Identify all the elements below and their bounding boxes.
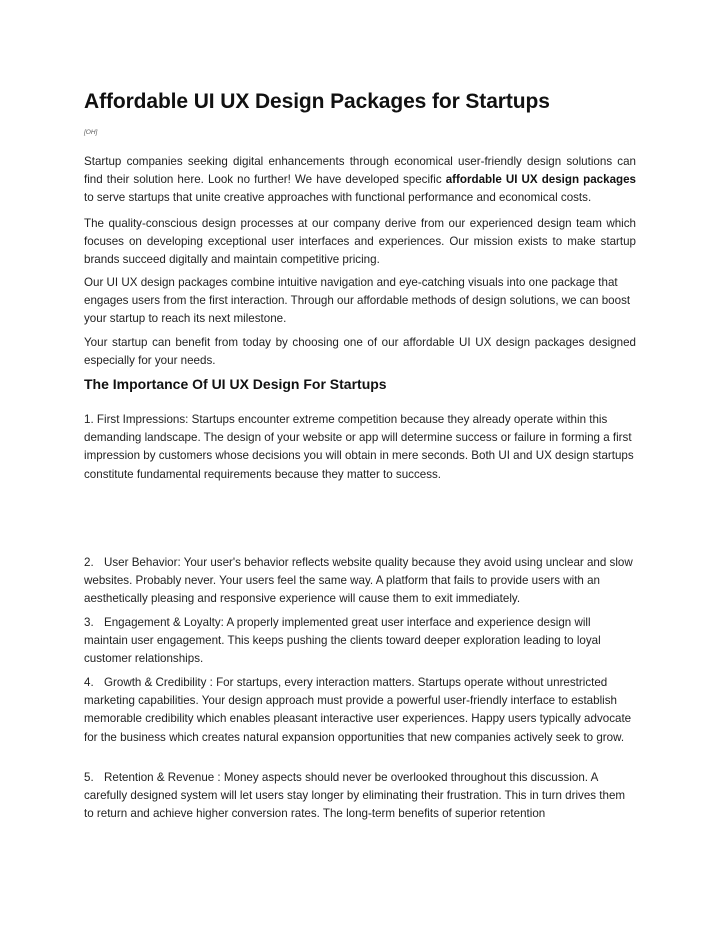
paragraph-text: The quality-conscious design processes at our company derive from our experienced design team which focuses on developing exceptional user interfaces and experiences. Our mission exists to make startup brands succeed digitally and maintain competitive pricing. xyxy=(84,217,636,267)
intro-text: Startup companies seeking digital enhancements through economical user-friendly design solutions can find their solution here. Look no further! We have developed specific xyxy=(84,155,636,187)
list-item xyxy=(84,411,636,484)
list-item xyxy=(84,769,636,824)
list-text: Engagement & Loyalty: A properly implemented great user interface and experience design will maintain user engagement. This keeps pushing the clients toward deeper exploration leading to loyal customer relationships. xyxy=(84,616,601,666)
list-item xyxy=(84,554,636,609)
list-item xyxy=(84,674,636,747)
list-item xyxy=(84,614,636,669)
paragraph-packages xyxy=(84,274,636,329)
paragraph-benefit xyxy=(84,334,636,370)
list-number: 5. xyxy=(84,771,94,784)
list-number: 2. xyxy=(84,556,94,569)
list-text: User Behavior: Your user's behavior reflects website quality because they avoid using unclear and slow websites. Probably never. Your users feel the same way. A platform that fails to provide users with an aesthetically pleasing and responsive experience will cause them to exit immediately. xyxy=(84,556,633,606)
list-text: Retention & Revenue : Money aspects should never be overlooked throughout this discussion. A carefully designed system will let users stay longer by eliminating their frustration. This in turn drives them to return and achieve higher conversion rates. The long-term benefits of superior retention xyxy=(84,771,626,821)
list-number: 4. xyxy=(84,676,94,689)
section-heading-block xyxy=(84,376,636,392)
list-number: 3. xyxy=(84,616,94,629)
paragraph-text: Our UI UX design packages combine intuitive navigation and eye-catching visuals into one package that engages users from the first interaction. Through our affordable methods of design solutions, we can boost your startup to reach its next milestone. xyxy=(84,276,631,326)
intro-text-end: to serve startups that unite creative approaches with functional performance and economical costs. xyxy=(84,191,592,205)
list-text: Growth & Credibility : For startups, every interaction matters. Startups operate without unrestricted marketing capabilities. Your design approach must provide a powerful user-friendly interface to establish memorable credibility which enables pleasant interactive user experiences. Happy users typically advocate for the business which creates natural expansion opportunities that new companies actively seek to grow. xyxy=(84,676,632,744)
highlight-keyword: affordable UI UX design packages xyxy=(445,173,636,187)
section-heading: The Importance Of UI UX Design For Startups xyxy=(84,376,387,392)
image-placeholder-tag: [OH] xyxy=(84,129,98,136)
intro-paragraph xyxy=(84,153,636,208)
paragraph-text: Your startup can benefit from today by choosing one of our affordable UI UX design packages designed especially for your needs. xyxy=(84,336,636,368)
list-text: First Impressions: Startups encounter extreme competition because they already operate within this demanding landscape. The design of your website or app will determine success or failure in forming a first impression by customers whose decisions you will obtain in mere seconds. Both UI and UX design startups constitute fundamental requirements because they matter to success. xyxy=(84,413,634,481)
paragraph-design-process xyxy=(84,215,636,270)
page-title: Affordable UI UX Design Packages for Startups xyxy=(84,90,550,113)
list-number: 1. xyxy=(84,413,94,426)
